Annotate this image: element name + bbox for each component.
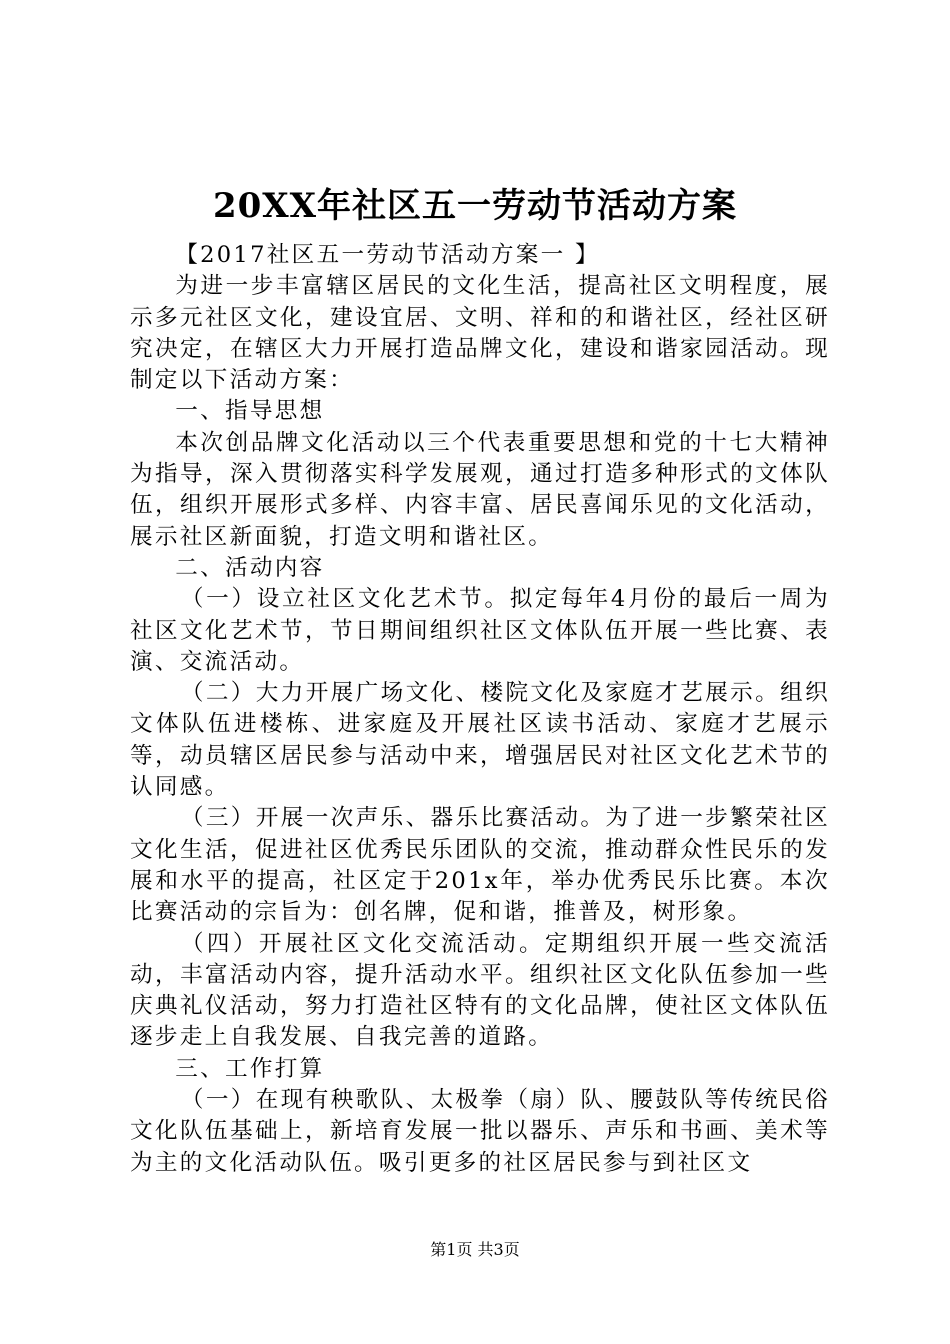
paragraph-intro: 为进一步丰富辖区居民的文化生活，提高社区文明程度，展示多元社区文化，建设宜居、文明、祥和的和谐社区，经社区研究决定，在辖区大力开展打造品牌文化，建设和谐家园活动。现制定以下活动方案： bbox=[130, 273, 830, 394]
paragraph-work-plan-1: （一）在现有秧歌队、太极拳（扇）队、腰鼓队等传统民俗文化队伍基础上，新培育发展一批以器乐、声乐和书画、美术等为主的文化活动队伍。吸引更多的社区居民参与到社区文 bbox=[130, 1087, 830, 1176]
paragraph-activity-3: （三）开展一次声乐、器乐比赛活动。为了进一步繁荣社区文化生活，促进社区优秀民乐团队的交流，推动群众性民乐的发展和水平的提高，社区定于201x年，举办优秀民乐比赛。本次比赛活动的宗旨为：创名牌，促和谐，推普及，树形象。 bbox=[130, 805, 830, 926]
heading-work-plan: 三、工作打算 bbox=[175, 1055, 325, 1082]
heading-activity-content: 二、活动内容 bbox=[175, 554, 325, 581]
paragraph-guiding-thought: 本次创品牌文化活动以三个代表重要思想和党的十七大精神为指导，深入贯彻落实科学发展观，通过打造多种形式的文体队伍，组织开展形式多样、内容丰富、居民喜闻乐见的文化活动，展示社区新面貌，打造文明和谐社区。 bbox=[130, 429, 830, 550]
document-title: 20XX年社区五一劳动节活动方案 bbox=[212, 186, 738, 226]
heading-guiding-thought: 一、指导思想 bbox=[175, 398, 325, 425]
paragraph-section-label: 【2017社区五一劳动节活动方案一 】 bbox=[175, 242, 600, 268]
paragraph-activity-2: （二）大力开展广场文化、楼院文化及家庭才艺展示。组织文体队伍进楼栋、进家庭及开展社区读书活动、家庭才艺展示等，动员辖区居民参与活动中来，增强居民对社区文化艺术节的认同感。 bbox=[130, 680, 830, 801]
page-footer: 第1页 共3页 bbox=[430, 1240, 520, 1259]
document-body bbox=[130, 240, 830, 1179]
paragraph-activity-1: （一）设立社区文化艺术节。拟定每年4月份的最后一周为社区文化艺术节，节日期间组织社区文体队伍开展一些比赛、表演、交流活动。 bbox=[130, 586, 830, 675]
paragraph-activity-4: （四）开展社区文化交流活动。定期组织开展一些交流活动，丰富活动内容，提升活动水平。组织社区文化队伍参加一些庆典礼仪活动，努力打造社区特有的文化品牌，使社区文体队伍逐步走上自我发展、自我完善的道路。 bbox=[130, 930, 830, 1051]
